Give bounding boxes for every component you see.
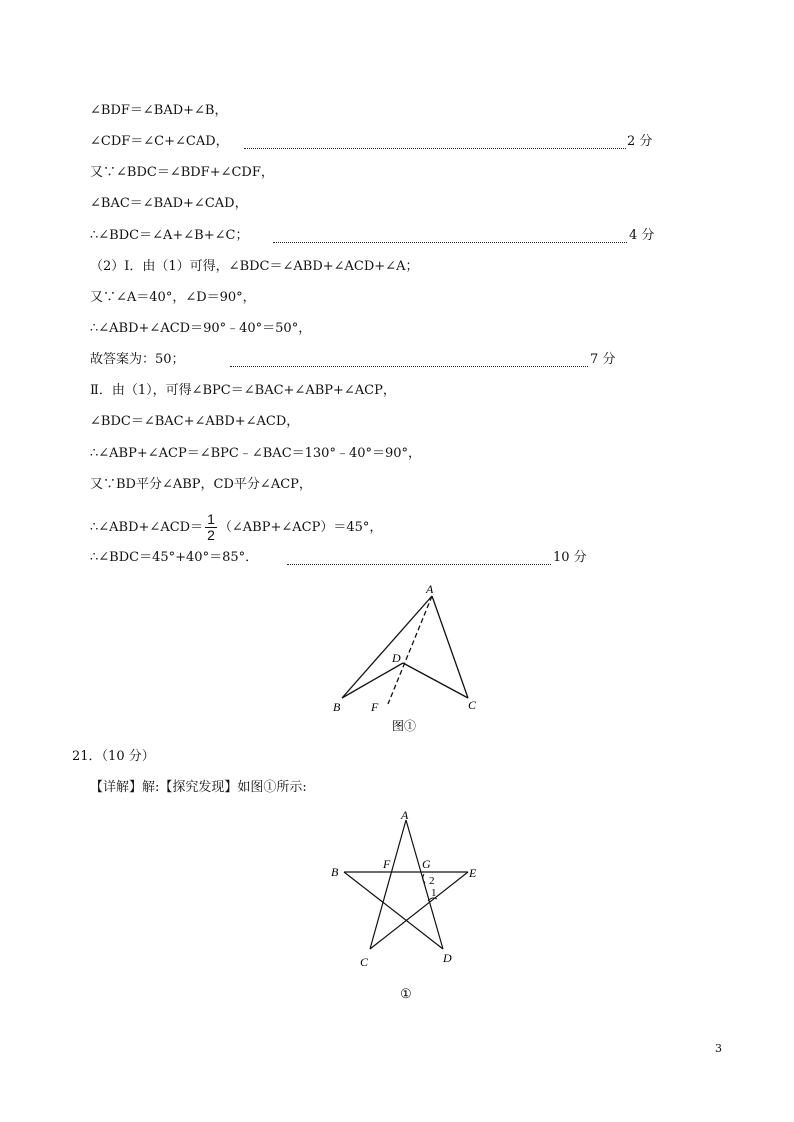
fraction-denominator: 2 bbox=[207, 527, 215, 543]
q21-header: 21．（10 分） bbox=[72, 749, 155, 764]
line-abp-acp: ∴∠ABP+∠ACP＝∠BPC﹣∠BAC＝130°﹣40°＝90°， bbox=[90, 446, 422, 461]
line-bac: ∠BAC＝∠BAD+∠CAD， bbox=[90, 196, 248, 211]
segment-ab bbox=[342, 596, 432, 698]
label-c-star: C bbox=[360, 955, 369, 969]
line-final: ∴∠BDC＝45°+40°＝85°． bbox=[90, 550, 259, 565]
line-bdc-result: ∴∠BDC＝∠A+∠B+∠C； bbox=[90, 228, 249, 243]
score-10: 10 分 bbox=[553, 550, 587, 565]
line-half bbox=[90, 512, 382, 543]
leader-dots bbox=[287, 552, 551, 565]
label-a-star: A bbox=[401, 808, 409, 822]
segment-ec-star bbox=[370, 872, 468, 949]
label-d-star: D bbox=[443, 951, 452, 965]
label-f: F bbox=[371, 700, 379, 714]
line-bdf: ∠BDF＝∠BAD+∠B， bbox=[90, 103, 228, 118]
label-2-star: 2 bbox=[429, 875, 435, 887]
line-part2-i: （2）Ⅰ．由（1）可得，∠BDC＝∠ABD+∠ACD+∠A； bbox=[90, 259, 419, 274]
line-half-rhs: （∠ABP+∠ACP）＝45°， bbox=[218, 520, 383, 535]
leader-dots bbox=[273, 230, 627, 243]
line-bdc-bac: ∠BDC＝∠BAC+∠ABD+∠ACD， bbox=[90, 414, 300, 429]
segment-dc bbox=[403, 663, 468, 698]
label-a: A bbox=[426, 582, 434, 596]
segment-bd bbox=[342, 663, 403, 698]
fraction-numerator: 1 bbox=[207, 511, 215, 527]
line-part2-ii: Ⅱ．由（1），可得∠BPC＝∠BAC+∠ABP+∠ACP， bbox=[90, 383, 396, 398]
line-bdc-sum: 又∵∠BDC＝∠BDF+∠CDF， bbox=[90, 165, 274, 180]
q21-intro: 【详解】解:【探究发现】如图①所示: bbox=[90, 780, 307, 795]
figure-2 bbox=[320, 806, 500, 1006]
line-given-angles: 又∵∠A＝40°，∠D＝90°， bbox=[90, 290, 256, 305]
line-abd-acd: ∴∠ABD+∠ACD＝90°﹣40°＝50°， bbox=[90, 321, 312, 336]
figure-1-caption: 图① bbox=[392, 719, 417, 733]
angle-arc-2 bbox=[423, 874, 425, 883]
score-2: 2 分 bbox=[627, 134, 653, 149]
label-b: B bbox=[333, 700, 341, 714]
segment-ad-star bbox=[406, 820, 443, 949]
fraction-half bbox=[205, 512, 217, 543]
leader-dots bbox=[244, 136, 626, 149]
label-c: C bbox=[468, 698, 477, 712]
leader-dots bbox=[230, 354, 588, 367]
segment-ac-star bbox=[370, 820, 406, 949]
score-7: 7 分 bbox=[590, 352, 616, 367]
label-d: D bbox=[392, 651, 401, 665]
score-4: 4 分 bbox=[629, 228, 655, 243]
page-number: 3 bbox=[715, 1042, 722, 1055]
line-half-lhs: ∴∠ABD+∠ACD＝ bbox=[90, 520, 204, 535]
line-bisectors: 又∵BD平分∠ABP，CD平分∠ACP， bbox=[90, 477, 312, 492]
label-b-star: B bbox=[331, 865, 339, 879]
segment-af-dashed bbox=[388, 596, 432, 704]
label-f-star: F bbox=[383, 857, 391, 871]
label-g-star: G bbox=[422, 857, 431, 871]
label-e-star: E bbox=[469, 866, 477, 880]
figure-2-caption: ① bbox=[400, 986, 412, 1001]
line-cdf: ∠CDF＝∠C+∠CAD， bbox=[90, 134, 229, 149]
line-answer: 故答案为：50； bbox=[90, 352, 185, 367]
segment-ac bbox=[432, 596, 468, 698]
label-1-star: 1 bbox=[431, 887, 437, 899]
figure-1 bbox=[320, 578, 490, 738]
